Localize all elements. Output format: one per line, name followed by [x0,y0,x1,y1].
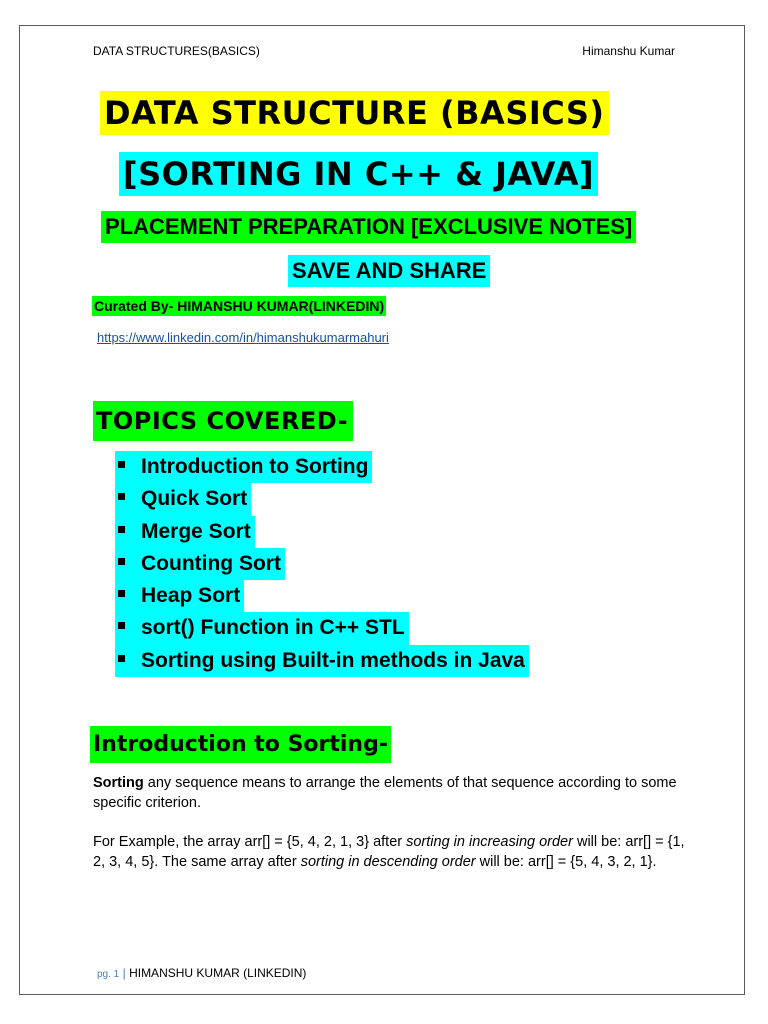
square-bullet-icon [118,461,125,468]
curated-by: Curated By- HIMANSHU KUMAR(LINKEDIN) [94,298,385,314]
list-item: Sorting using Built-in methods in Java [115,645,529,677]
header-left: DATA STRUCTURES(BASICS) [93,44,260,58]
square-bullet-icon [118,493,125,500]
square-bullet-icon [118,655,125,662]
header-right: Himanshu Kumar [582,44,675,58]
list-item: Counting Sort [115,548,285,580]
list-item: sort() Function in C++ STL [115,612,409,644]
square-bullet-icon [118,590,125,597]
list-item: Heap Sort [115,580,244,612]
topics-list [115,451,529,677]
list-item: Quick Sort [115,483,251,515]
list-item: Merge Sort [115,516,255,548]
list-item: Introduction to Sorting [115,451,372,483]
square-bullet-icon [118,622,125,629]
intro-paragraph-1: Sorting any sequence means to arrange the elements of that sequence according to some specific criterion. [93,775,677,811]
intro-heading: Introduction to Sorting- [90,726,391,763]
subtitle-sorting: [SORTING IN C++ & JAVA] [119,152,598,196]
intro-paragraph-2: For Example, the array arr[] = {5, 4, 2, 1, 3} after sorting in increasing order will be: arr[] = {1, 2, 3, 4, 5}. The same array after sorting in descending order will be: arr[] = {5, 4, 3, 2, 1}. [93,834,685,870]
topics-heading: TOPICS COVERED- [93,401,353,441]
footer-separator: | [122,966,126,980]
square-bullet-icon [118,558,125,565]
square-bullet-icon [118,526,125,533]
page-footer [97,966,306,980]
save-share-banner: SAVE AND SHARE [288,255,490,287]
main-title: DATA STRUCTURE (BASICS) [100,91,609,135]
page-number: pg. 1 [97,969,120,980]
placement-banner: PLACEMENT PREPARATION [EXCLUSIVE NOTES] [101,211,636,243]
footer-text: HIMANSHU KUMAR (LINKEDIN) [129,966,307,980]
linkedin-link[interactable]: https://www.linkedin.com/in/himanshukumarmahuri [97,330,389,345]
